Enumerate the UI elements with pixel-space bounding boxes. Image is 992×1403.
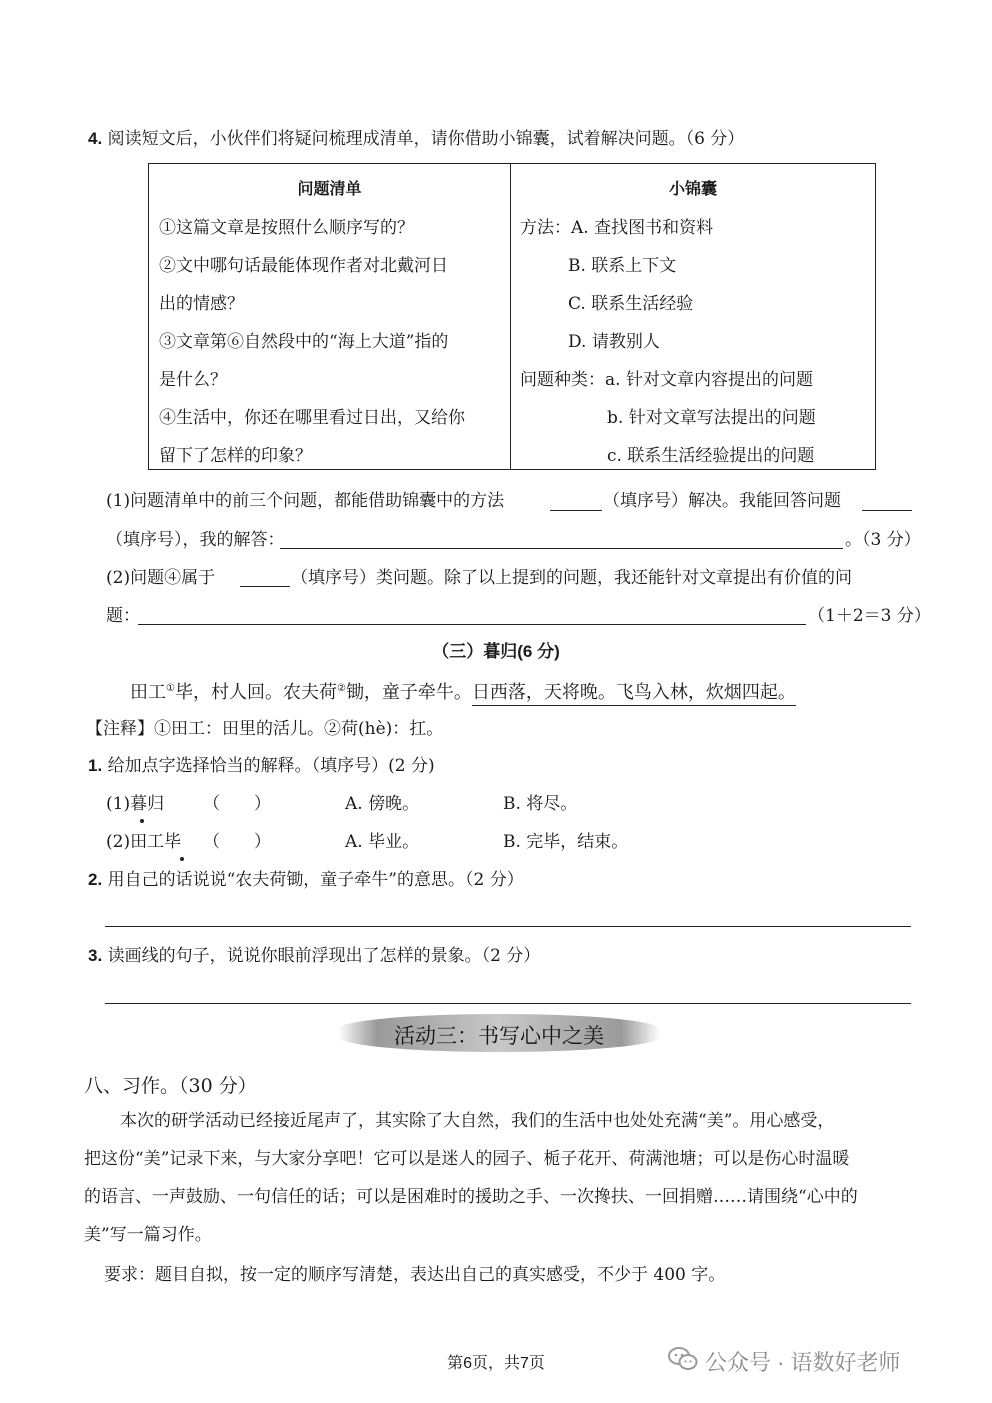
q4-sub2-text-a: (2)问题④属于 bbox=[106, 568, 216, 588]
choice-label: (1)暮归 bbox=[106, 794, 165, 814]
activity-banner bbox=[338, 1014, 660, 1052]
poem-text bbox=[130, 678, 796, 704]
choice-blank[interactable]: （ ） bbox=[203, 794, 271, 814]
answer-line[interactable] bbox=[280, 548, 843, 549]
question-line: ②文中哪句话最能体现作者对北戴河日 bbox=[159, 256, 448, 276]
tip-line: C. 联系生活经验 bbox=[568, 294, 694, 314]
answer-line[interactable] bbox=[105, 926, 911, 927]
tips-header: 小锦囊 bbox=[668, 181, 717, 198]
answer-line[interactable] bbox=[138, 624, 806, 625]
poem-part: 毕，村人回。农夫荷 bbox=[174, 682, 337, 703]
tip-line: 问题种类：a. 针对文章内容提出的问题 bbox=[520, 370, 813, 390]
poem-part: 田工 bbox=[130, 682, 166, 703]
question-list-cell bbox=[149, 164, 511, 470]
essay-line: 的语言、一声鼓励、一句信任的话；可以是困难时的援助之手、一次搀扶、一回捐赠……请围绕“心中的 bbox=[84, 1187, 858, 1207]
sec3-q1-number: 1. bbox=[88, 756, 103, 775]
section-title: （三）暮归(6 分) bbox=[432, 642, 560, 661]
choice-option-b: B. 将尽。 bbox=[503, 794, 578, 814]
page-number: 第6页，共7页 bbox=[447, 1355, 545, 1372]
answer-blank[interactable] bbox=[550, 510, 602, 511]
q4-sub2-text-b: （填序号）类问题。除了以上提到的问题，我还能针对文章提出有价值的问 bbox=[291, 568, 852, 588]
emphasis-dot bbox=[180, 857, 184, 861]
question-list-header: 问题清单 bbox=[297, 181, 362, 198]
question-line: 出的情感？ bbox=[159, 294, 244, 314]
sec3-q2-number: 2. bbox=[88, 870, 103, 889]
tip-line: 方法：A. 查找图书和资料 bbox=[520, 218, 714, 238]
emphasis-dot bbox=[140, 819, 144, 823]
q4-sub2-text-c: 题： bbox=[106, 606, 140, 626]
tips-cell bbox=[511, 164, 876, 470]
watermark-text: 公众号 · 语数好老师 bbox=[705, 1350, 901, 1375]
q4-sub1-text-c: （填序号），我的解答： bbox=[106, 530, 285, 550]
q4-sub1-text-a: (1)问题清单中的前三个问题，都能借助锦囊中的方法 bbox=[106, 491, 505, 511]
q4-number: 4. bbox=[88, 129, 103, 148]
question-line: ④生活中，你还在哪里看过日出，又给你 bbox=[159, 408, 465, 428]
q4-sub2-score: （1＋2＝3 分） bbox=[808, 606, 931, 626]
answer-blank[interactable] bbox=[862, 510, 912, 511]
tip-line: D. 请教别人 bbox=[568, 332, 660, 352]
sec3-q3-number: 3. bbox=[88, 946, 103, 965]
q4-table bbox=[148, 163, 876, 470]
choice-option-b: B. 完毕，结束。 bbox=[503, 832, 629, 852]
footnote-mark: ① bbox=[166, 683, 175, 694]
sec3-q2 bbox=[88, 869, 524, 891]
poem-underlined: 日西落，天将晚。飞鸟入林，炊烟四起。 bbox=[472, 682, 796, 706]
essay-requirement: 要求：题目自拟，按一定的顺序写清楚，表达出自己的真实感受，不少于 400 字。 bbox=[104, 1265, 726, 1285]
choice-option-a: A. 毕业。 bbox=[345, 832, 420, 852]
tip-line: b. 针对文章写法提出的问题 bbox=[607, 408, 816, 428]
essay-heading: 八、习作。（30 分） bbox=[84, 1075, 257, 1097]
sec3-q1 bbox=[88, 755, 435, 777]
tip-line: c. 联系生活经验提出的问题 bbox=[607, 446, 815, 466]
answer-line[interactable] bbox=[105, 1003, 911, 1004]
sec3-q3 bbox=[88, 945, 540, 967]
answer-blank[interactable] bbox=[240, 586, 290, 587]
footnote-mark: ② bbox=[336, 683, 346, 694]
activity-title: 活动三：书写心中之美 bbox=[394, 1025, 604, 1048]
essay-line: 把这份“美”记录下来，与大家分享吧！它可以是迷人的园子、栀子花开、荷满池塘；可以是伤心时温暖 bbox=[84, 1149, 850, 1169]
sec3-q1-text: 给加点字选择恰当的解释。（填序号）(2 分) bbox=[107, 756, 435, 776]
sec3-q2-text: 用自己的话说说“农夫荷锄，童子牵牛”的意思。（2 分） bbox=[107, 870, 524, 890]
tip-line: B. 联系上下文 bbox=[568, 256, 677, 276]
choice-label: (2)田工毕 bbox=[106, 832, 182, 852]
question-line: ③文章第⑥自然段中的“海上大道”指的 bbox=[159, 332, 449, 352]
q4-prompt bbox=[88, 128, 744, 150]
question-line: 是什么？ bbox=[159, 370, 227, 390]
q4-prompt-text: 阅读短文后，小伙伴们将疑问梳理成清单，请你借助小锦囊，试着解决问题。（6 分） bbox=[107, 129, 745, 149]
choice-blank[interactable]: （ ） bbox=[203, 832, 271, 852]
poem-note: 【注释】①田工：田里的活儿。②荷(hè)：扛。 bbox=[86, 719, 444, 739]
choice-option-a: A. 傍晚。 bbox=[345, 794, 420, 814]
q4-sub1-text-b: （填序号）解决。我能回答问题 bbox=[603, 491, 841, 511]
question-line: ①这篇文章是按照什么顺序写的？ bbox=[159, 218, 414, 238]
wechat-icon bbox=[668, 1346, 698, 1372]
essay-line: 美”写一篇习作。 bbox=[84, 1225, 212, 1245]
question-line: 留下了怎样的印象？ bbox=[159, 446, 312, 466]
q4-sub1-score: 。（3 分） bbox=[845, 530, 921, 550]
essay-line: 本次的研学活动已经接近尾声了，其实除了大自然，我们的生活中也处处充满“美”。用心感受， bbox=[120, 1111, 835, 1131]
poem-part: 锄，童子牵牛。 bbox=[345, 682, 472, 703]
sec3-q3-text: 读画线的句子，说说你眼前浮现出了怎样的景象。（2 分） bbox=[107, 946, 541, 966]
